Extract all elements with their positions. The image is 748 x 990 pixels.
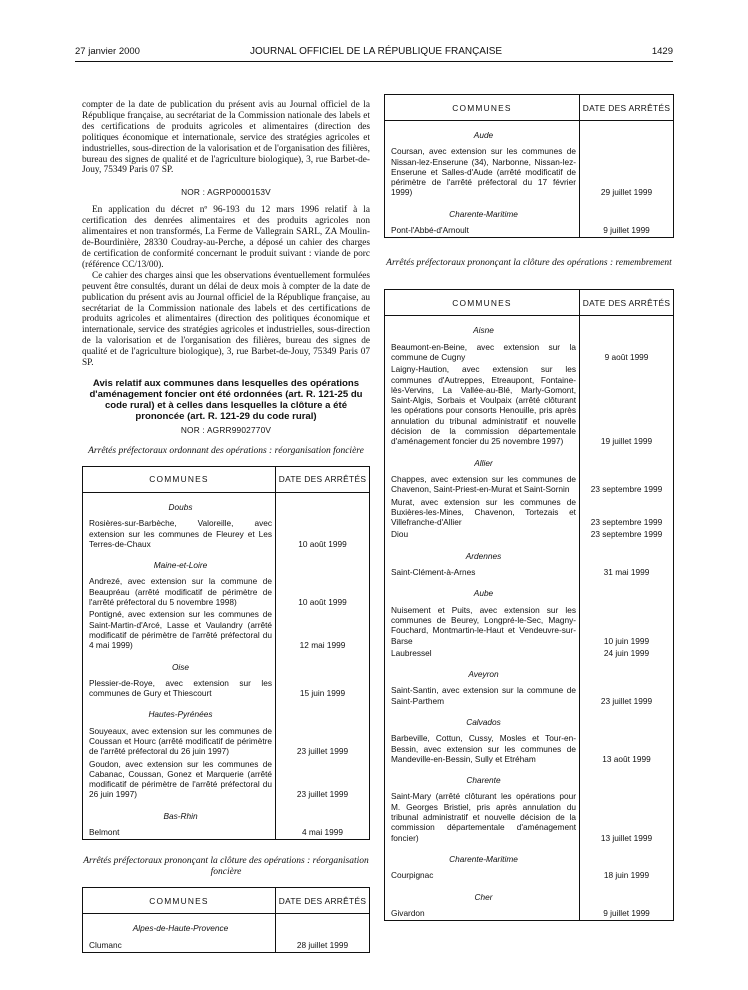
table-row <box>385 225 674 238</box>
department-row <box>385 121 674 147</box>
date-cell-empty <box>276 551 370 576</box>
department-name: Doubs <box>168 501 193 512</box>
date-cell-empty <box>580 200 674 225</box>
notice-title: Avis relatif aux communes dans lesquelles des opérations d'aménagement foncier ont été ordonnées (art. R. 121-25 du code rural) et à celles dans lesquelles la clôture a été prononcée (art. R. 121-29 du code rural) <box>89 377 363 422</box>
column-header-date: DATE DES ARRÊTÉS <box>276 466 370 492</box>
table-reorganisation-ordered <box>82 466 370 840</box>
department-row <box>83 914 370 940</box>
department-row <box>385 579 674 604</box>
table-row <box>83 726 370 759</box>
department-name: Calvados <box>466 716 501 727</box>
department-row <box>385 766 674 791</box>
department-name: Cher <box>474 891 493 902</box>
date-cell: 9 juillet 1999 <box>580 225 674 238</box>
column-header-communes: COMMUNES <box>385 290 580 316</box>
commune-cell: Andrezé, avec extension sur la commune de Beaupréau (arrêté modificatif de périmètre de l'arrêté préfectoral du 5 novembre 1998) <box>89 576 272 608</box>
column-header-date: DATE DES ARRÊTÉS <box>276 888 370 914</box>
column-header-communes: COMMUNES <box>83 466 276 492</box>
department-row <box>385 449 674 474</box>
table-row <box>385 364 674 448</box>
department-name: Aude <box>473 130 494 140</box>
date-cell: 9 août 1999 <box>580 342 674 365</box>
commune-cell: Belmont <box>89 827 120 838</box>
department-row <box>385 316 674 342</box>
commune-cell: Saint-Mary (arrêté clôturant les opérations pour M. Georges Bristiel, pris après annulation du tribunal administratif et nouvelle décision de la commission départementale d'aménagement foncier) <box>391 791 576 843</box>
commune-cell: Rosières-sur-Barbèche, Valoreille, avec extension sur les communes de Fleurey et Les Terres-de-Chaux <box>89 518 272 549</box>
commune-cell: Laubressel <box>391 647 432 658</box>
date-cell-empty <box>580 660 674 685</box>
column-header-communes: COMMUNES <box>385 95 580 121</box>
header-journal-title: JOURNAL OFFICIEL DE LA RÉPUBLIQUE FRANÇAISE <box>250 46 503 57</box>
date-cell-empty <box>580 121 674 147</box>
date-cell: 15 juin 1999 <box>276 678 370 701</box>
department-row <box>385 660 674 685</box>
column-header-date: DATE DES ARRÊTÉS <box>580 290 674 316</box>
date-cell-empty <box>580 316 674 342</box>
date-cell: 19 juillet 1999 <box>580 364 674 448</box>
date-cell: 23 juillet 1999 <box>276 759 370 802</box>
department-row <box>83 551 370 576</box>
commune-cell: Murat, avec extension sur les communes de Buxières-les-Mines, Chavenon, Tortezais et Villefranche-d'Allier <box>391 496 576 528</box>
table-row <box>83 940 370 953</box>
table-row <box>385 497 674 530</box>
department-name: Charente <box>466 775 501 786</box>
table-row <box>385 733 674 766</box>
table-row <box>385 685 674 708</box>
department-row <box>385 200 674 225</box>
page-header <box>75 46 673 60</box>
commune-cell: Diou <box>391 529 409 540</box>
date-cell-empty <box>580 579 674 604</box>
table-row <box>385 474 674 497</box>
table-row <box>83 576 370 609</box>
department-row <box>83 492 370 518</box>
date-cell: 28 juillet 1999 <box>276 940 370 953</box>
commune-cell: Beaumont-en-Beine, avec extension sur la commune de Cugny <box>391 341 576 362</box>
department-row <box>385 883 674 908</box>
date-cell: 23 juillet 1999 <box>276 726 370 759</box>
department-name: Aube <box>473 588 494 599</box>
date-cell: 9 juillet 1999 <box>580 908 674 921</box>
department-name: Charente-Maritime <box>449 208 518 219</box>
department-name: Hautes-Pyrénées <box>148 709 213 720</box>
table-row <box>385 146 674 199</box>
date-cell: 23 juillet 1999 <box>580 685 674 708</box>
department-name: Ardennes <box>465 550 502 561</box>
nor-reference-1: NOR : AGRP0000153V <box>181 187 271 198</box>
department-name: Allier <box>474 457 493 468</box>
department-name: Aisne <box>473 325 494 336</box>
header-page-number: 1429 <box>651 46 673 57</box>
date-cell-empty <box>580 542 674 567</box>
table-row <box>385 605 674 648</box>
date-cell: 12 mai 1999 <box>276 609 370 652</box>
commune-cell: Givardon <box>391 907 425 918</box>
commune-cell: Coursan, avec extension sur les communes de Nissan-lez-Enserune (34), Narbonne, Nissan-lez-Enserune et Salles-d'Aude (arrêté modificatif de périmètre de l'arrêté préfectoral du 17 février 1999) <box>391 146 576 198</box>
table-row <box>83 518 370 551</box>
section-caption-1: Arrêtés préfectoraux ordonnant des opérations : réorganisation foncière <box>88 445 364 456</box>
department-name: Alpes-de-Haute-Provence <box>132 923 229 934</box>
department-row <box>385 845 674 870</box>
paragraph-1: compter de la date de publication du présent avis au Journal officiel de la République française, au secrétariat de la Commission nationale des labels et des certifications de produits agricoles et alimentaires (direction des politiques économique et internationale, service des stratégies agricoles et industrielles, sous-direction de la valorisation et de l'organisation des filières, bureau des signes de qualité et de l'agriculture biologique), 3, rue Barbet-de-Jouy, 75349 Paris 07 SP. <box>82 100 370 176</box>
table-reorganisation-closed <box>82 887 370 953</box>
department-row <box>385 542 674 567</box>
nor-reference-2: NOR : AGRR9902770V <box>180 424 272 435</box>
date-cell: 10 juin 1999 <box>580 605 674 648</box>
date-cell: 24 juin 1999 <box>580 648 674 660</box>
commune-cell: Nuisement et Puits, avec extension sur les communes de Beurey, Longpré-le-Sec, Magny-Fouchard, Montmartin-le-Haut et Vendeuvre-sur-Barse <box>391 604 576 646</box>
commune-cell: Courpignac <box>391 870 434 881</box>
table-row <box>83 827 370 840</box>
date-cell: 13 août 1999 <box>580 733 674 766</box>
commune-cell: Pontigné, avec extension sur les communes de Saint-Martin-d'Arcé, Lasse et Vaulandry (arrêté modificatif de périmètre de l'arrêté préfectoral du 4 mai 1999) <box>89 609 272 651</box>
date-cell-empty <box>580 766 674 791</box>
date-cell: 23 septembre 1999 <box>580 497 674 530</box>
department-name: Maine-et-Loire <box>153 560 208 571</box>
section-caption-3: Arrêtés préfectoraux prononçant la clôture des opérations : remembrement <box>386 258 672 269</box>
table-row <box>385 791 674 844</box>
date-cell-empty <box>580 449 674 474</box>
table-row <box>385 648 674 660</box>
date-cell: 4 mai 1999 <box>276 827 370 840</box>
column-header-date: DATE DES ARRÊTÉS <box>580 95 674 121</box>
left-column <box>82 100 370 953</box>
table-row <box>83 678 370 701</box>
header-date: 27 janvier 2000 <box>75 46 140 57</box>
date-cell: 23 septembre 1999 <box>580 474 674 497</box>
table-row <box>83 759 370 802</box>
date-cell-empty <box>276 653 370 678</box>
department-row <box>83 700 370 725</box>
date-cell-empty <box>276 914 370 940</box>
table-row <box>385 567 674 579</box>
department-row <box>83 653 370 678</box>
commune-cell: Saint-Santin, avec extension sur la commune de Saint-Parthem <box>391 685 576 706</box>
date-cell-empty <box>276 700 370 725</box>
department-name: Oise <box>171 661 190 672</box>
commune-cell: Barbeville, Cottun, Cussy, Mosles et Tour-en-Bessin, avec extension sur les communes de Mandeville-en-Bessin, Sully et Etréham <box>391 733 576 764</box>
date-cell: 10 août 1999 <box>276 576 370 609</box>
table-row <box>83 609 370 652</box>
commune-cell: Chappes, avec extension sur les communes de Chavenon, Saint-Priest-en-Murat et Saint-Sornin <box>391 473 576 495</box>
date-cell: 23 septembre 1999 <box>580 529 674 541</box>
date-cell-empty <box>276 802 370 827</box>
date-cell: 29 juillet 1999 <box>580 146 674 199</box>
department-name: Bas-Rhin <box>163 810 198 821</box>
department-name: Charente-Maritime <box>449 853 518 864</box>
header-rule <box>75 61 673 62</box>
paragraph-2: En application du décret nº 96-193 du 12 mars 1996 relatif à la certification des denrées alimentaires et des produits agricoles non alimentaires et non transformés, La Ferme de Vallegrain SARL, ZA Moulin-de-Bourdinière, 28330 Coudray-au-Perche, a déposé un cahier des charges de certification de conformité concernant le produit suivant : viande de porc (référence CC/13/00). <box>82 205 370 270</box>
commune-cell: Plessier-de-Roye, avec extension sur les communes de Gury et Thiescourt <box>89 677 272 699</box>
commune-cell: Pont-l'Abbé-d'Arnoult <box>391 225 469 236</box>
date-cell-empty <box>276 492 370 518</box>
department-name: Aveyron <box>468 669 499 680</box>
date-cell: 31 mai 1999 <box>580 567 674 579</box>
date-cell-empty <box>580 708 674 733</box>
date-cell-empty <box>580 845 674 870</box>
right-column <box>384 94 674 921</box>
date-cell: 10 août 1999 <box>276 518 370 551</box>
section-caption-2: Arrêtés préfectoraux prononçant la clôture des opérations : réorganisation foncière <box>83 856 369 878</box>
commune-cell: Souyeaux, avec extension sur les communes de Coussan et Hourc (arrêté modificatif de périmètre de l'arrêté préfectoral du 26 juin 1997) <box>89 725 272 757</box>
table-row <box>385 870 674 882</box>
commune-cell: Clumanc <box>89 939 122 950</box>
table-row <box>385 529 674 541</box>
table-remembrement-closed <box>384 289 674 921</box>
date-cell: 13 juillet 1999 <box>580 791 674 844</box>
department-row <box>385 708 674 733</box>
table-row <box>385 342 674 365</box>
date-cell-empty <box>580 883 674 908</box>
column-header-communes: COMMUNES <box>83 888 276 914</box>
table-continued <box>384 94 674 238</box>
commune-cell: Goudon, avec extension sur les communes de Cabanac, Coussan, Gonez et Marquerie (arrêté modificatif de périmètre de l'arrêté préfectoral du 26 juin 1997) <box>89 758 272 800</box>
department-row <box>83 802 370 827</box>
commune-cell: Saint-Clément-à-Arnes <box>391 567 476 578</box>
table-row <box>385 908 674 921</box>
paragraph-3: Ce cahier des charges ainsi que les observations éventuellement formulées peuvent être consultés, durant un délai de deux mois à compter de la date de publication du présent avis au Journal officiel de la République française, au secrétariat de la Commission nationale des labels et des certifications de produits agricoles et alimentaires (direction des politiques économique et internationale, service des stratégies agricoles et industrielles, sous-direction de la valorisation et de l'organisation des filières, bureau des signes de qualité et de l'agriculture biologique), 3, rue Barbet-de-Jouy, 75349 Paris 07 SP. <box>82 270 370 369</box>
date-cell: 18 juin 1999 <box>580 870 674 882</box>
commune-cell: Laigny-Haution, avec extension sur les communes d'Autreppes, Etreaupont, Fontaine-lès-Vervins, La Vallée-au-Blé, Marly-Gomont, Saint-Algis, Sorbais et Voulpaix (arrêté clôturant les opérations pour consorts Henouille, pris après annulation du tribunal administratif et nouvelle décision de la commission départementale d'aménagement foncier du 25 novembre 1997) <box>391 364 576 447</box>
